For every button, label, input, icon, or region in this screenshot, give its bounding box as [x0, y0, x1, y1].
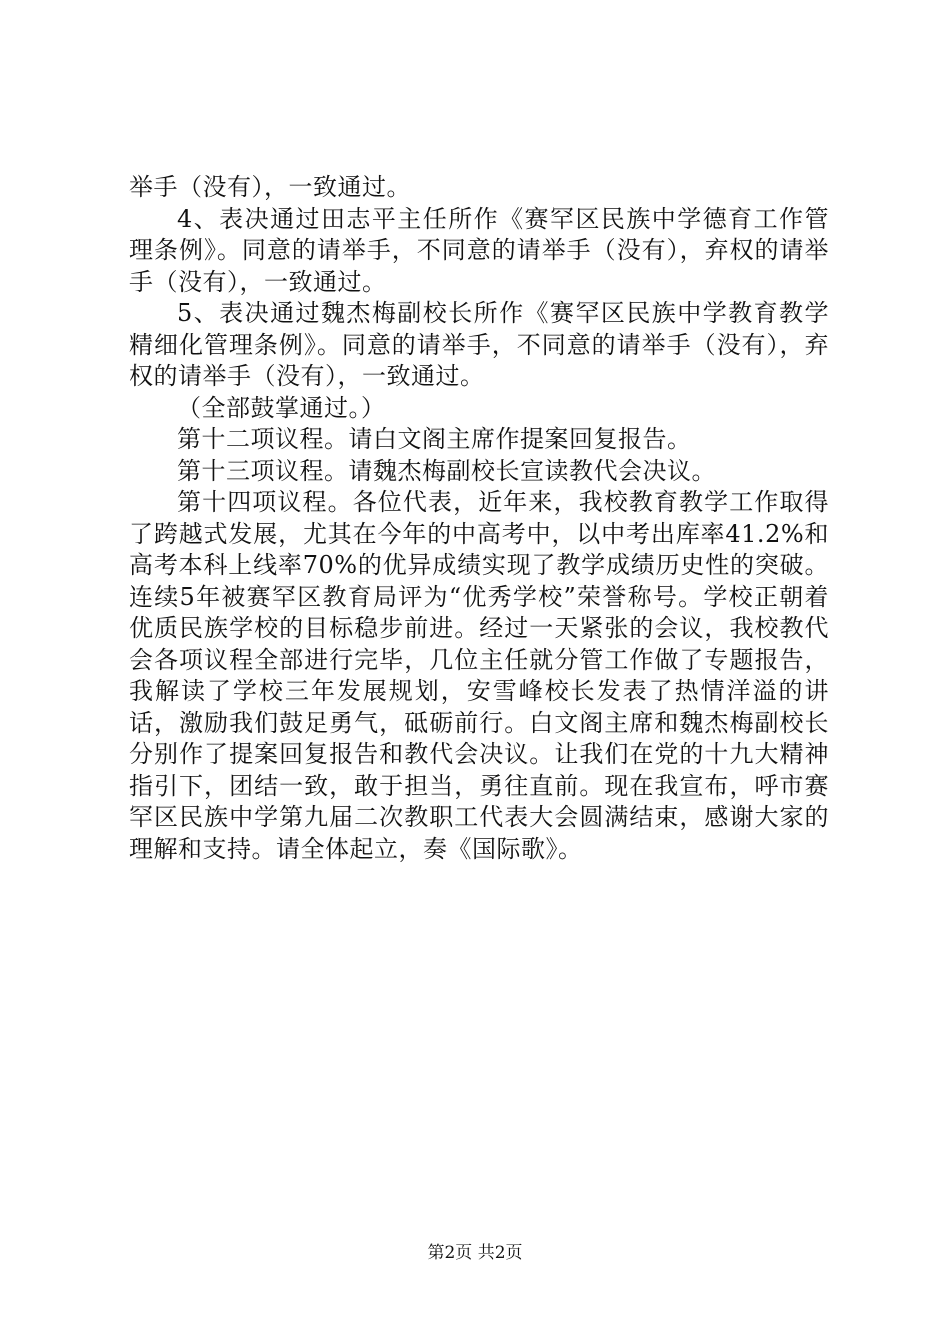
paragraph-item-4: 4、表决通过田志平主任所作《赛罕区民族中学德育工作管理条例》。同意的请举手，不同意的请举手（没有），弃权的请举手（没有），一致通过。	[129, 204, 829, 296]
paragraph-agenda-13: 第十三项议程。请魏杰梅副校长宣读教代会决议。	[177, 456, 716, 485]
paragraph-agenda-12: 第十二项议程。请白文阁主席作提案回复报告。	[177, 425, 692, 453]
document-body	[129, 172, 829, 865]
paragraph-applause: （全部鼓掌通过。）	[177, 393, 386, 422]
paragraph-continuation: 举手（没有），一致通过。	[129, 173, 411, 201]
paragraph-agenda-14: 第十四项议程。各位代表，近年来，我校教育教学工作取得了跨越式发展，尤其在今年的中高考中，以中考出库率41.2%和高考本科上线率70%的优异成绩实现了教学成绩历史性的突破。连续5年被赛罕区教育局评为“优秀学校”荣誉称号。学校正朝着优质民族学校的目标稳步前进。经过一天紧张的会议，我校教代会各项议程全部进行完毕，几位主任就分管工作做了专题报告，我解读了学校三年发展规划，安雪峰校长发表了热情洋溢的讲话，激励我们鼓足勇气，砥砺前行。白文阁主席和魏杰梅副校长分别作了提案回复报告和教代会决议。让我们在党的十九大精神指引下，团结一致，敢于担当，勇往直前。现在我宣布，呼市赛罕区民族中学第九届二次教职工代表大会圆满结束，感谢大家的理解和支持。请全体起立，奏《国际歌》。	[129, 488, 829, 863]
page-footer	[0, 1242, 950, 1264]
page-number-label: 第2页 共2页	[427, 1243, 523, 1263]
paragraph-item-5: 5、表决通过魏杰梅副校长所作《赛罕区民族中学教育教学精细化管理条例》。同意的请举手，不同意的请举手（没有），弃权的请举手（没有），一致通过。	[129, 299, 829, 390]
